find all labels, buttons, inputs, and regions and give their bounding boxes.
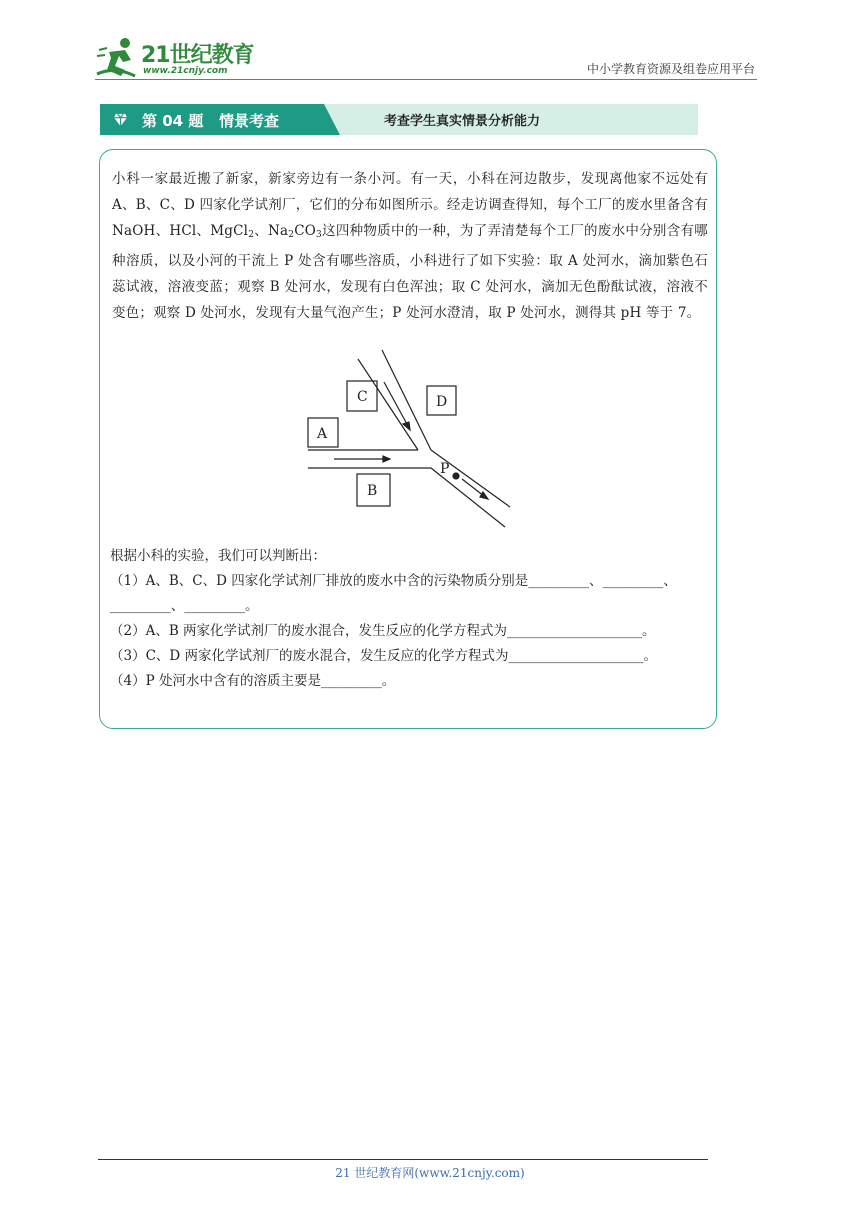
sub-questions bbox=[110, 544, 710, 694]
footer-divider bbox=[98, 1159, 708, 1160]
subscript-2-mgcl: 2 bbox=[248, 230, 255, 240]
stem-text-d: 这四种物质中的一种，为了弄清楚每个工厂的废水中分别含有哪种溶质，以及小河的干流上 P 处含有哪些溶质，小科进行了如下实验：取 A 处河水，滴加紫色石蕊试液，溶液变蓝；观察 B 处河水，发现有白色浑浊；取 C 处河水，滴加无色酚酞试液，溶液不变色；观察 D 处河水，发现有大量气泡产生；P 处河水澄清，取 P 处河水，测得其 pH 等于 7。 bbox=[112, 223, 708, 321]
questions-lead: 根据小科的实验，我们可以判断出： bbox=[110, 548, 326, 564]
question-1-line-1: （1）A、B、C、D 四家化学试剂厂排放的废水中含的污染物质分别是_________、_________、 bbox=[110, 573, 677, 589]
flow-arrow-downstream bbox=[462, 479, 484, 496]
tributary-outer-bank bbox=[382, 350, 431, 450]
label-c: C bbox=[357, 389, 368, 405]
banner-subtitle: 考查学生真实情景分析能力 bbox=[384, 114, 541, 129]
page-header bbox=[0, 0, 860, 90]
question-banner bbox=[100, 104, 698, 135]
subscript-2-na: 2 bbox=[288, 230, 295, 240]
stem-paragraph bbox=[112, 166, 708, 326]
diamond-icon bbox=[113, 112, 128, 127]
label-b: B bbox=[367, 483, 378, 499]
river-factory-diagram bbox=[300, 345, 520, 535]
question-4: （4）P 处河水中含有的溶质主要是_________。 bbox=[110, 673, 396, 689]
question-1-line-2: _________、_________。 bbox=[110, 598, 259, 614]
label-p: P bbox=[440, 461, 450, 477]
logo-text: 21世纪教育 bbox=[141, 43, 254, 68]
site-logo[interactable] bbox=[95, 36, 265, 80]
label-a: A bbox=[317, 426, 328, 442]
subscript-3-co: 3 bbox=[316, 230, 322, 240]
point-p-marker bbox=[453, 473, 459, 479]
banner-title: 第 04 题 情景考查 bbox=[142, 112, 279, 130]
logo-url: www.21cnjy.com bbox=[143, 66, 228, 76]
question-3: （3）C、D 两家化学试剂厂的废水混合，发生反应的化学方程式为____________________。 bbox=[110, 648, 658, 664]
question-stem bbox=[112, 166, 708, 326]
stem-text-c: CO bbox=[294, 223, 317, 239]
stem-text-a: 小科一家最近搬了新家，新家旁边有一条小河。有一天，小科在河边散步，发现离他家不远处有 A、B、C、D 四家化学试剂厂，它们的分布如图所示。经走访调查得知，每个工厂的废水里备含有 NaOH、HCl、MgCl bbox=[112, 171, 708, 239]
header-divider bbox=[95, 79, 757, 80]
header-tagline: 中小学教育资源及组卷应用平台 bbox=[586, 62, 755, 76]
question-2: （2）A、B 两家化学试剂厂的废水混合，发生反应的化学方程式为____________________。 bbox=[110, 623, 656, 639]
label-d: D bbox=[436, 394, 448, 410]
river-right-bank-upper bbox=[431, 450, 510, 507]
runner-logo-icon bbox=[95, 36, 141, 80]
stem-text-b: 、Na bbox=[254, 223, 289, 239]
footer-link[interactable]: 21 世纪教育网(www.21cnjy.com) bbox=[335, 1166, 525, 1180]
